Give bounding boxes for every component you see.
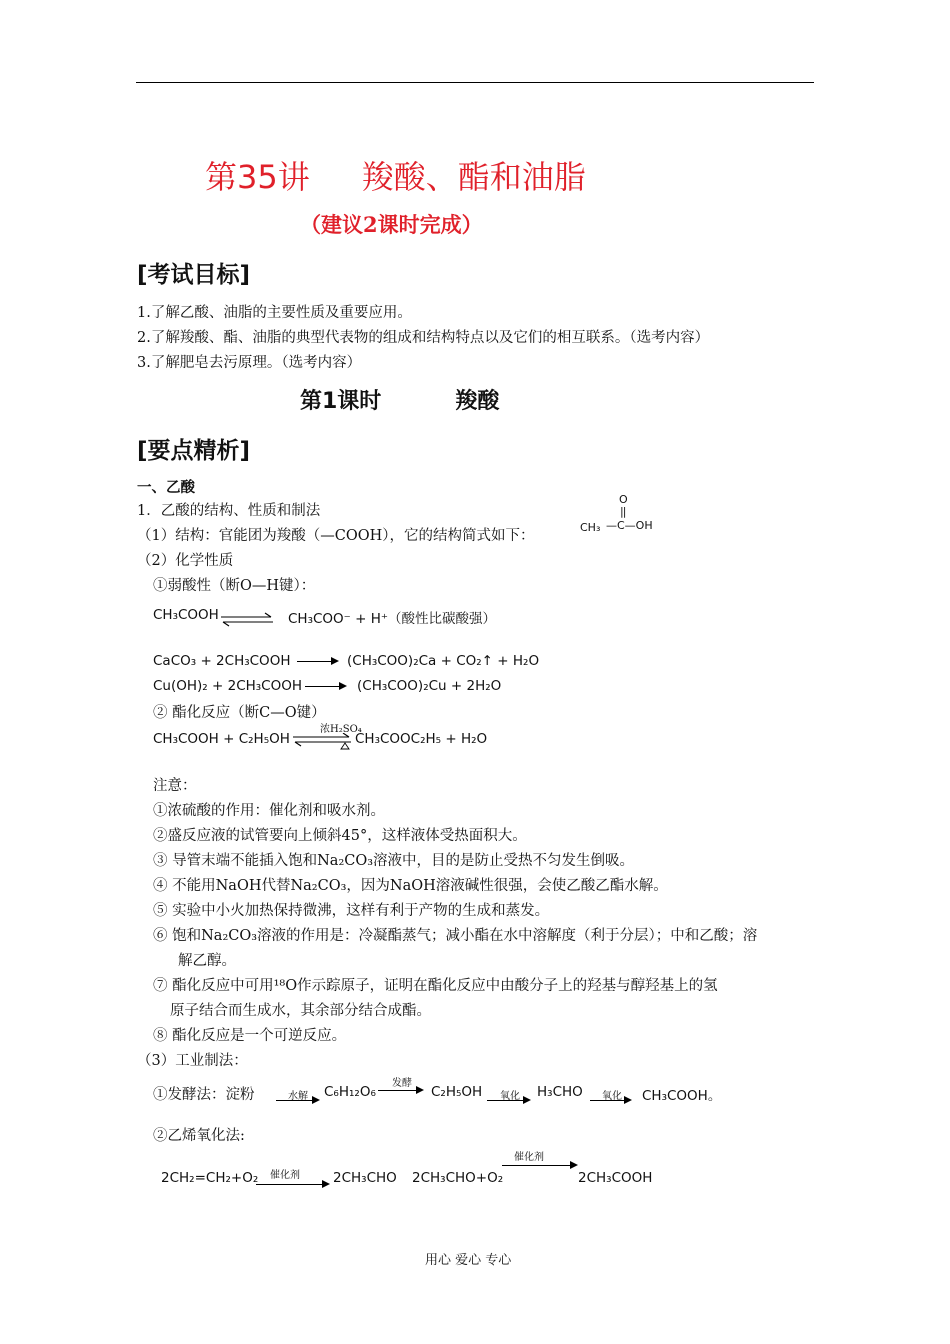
paragraph-heading: （3）工业制法： bbox=[137, 1053, 248, 1069]
equation-left: Cu(OH)₂ + 2CH₃COOH bbox=[153, 678, 303, 694]
reaction-condition: 催化剂 bbox=[270, 1170, 300, 1181]
route-label: ②乙烯氧化法: bbox=[153, 1128, 245, 1144]
note-title: 注意： bbox=[153, 778, 197, 794]
reaction-condition: 催化剂 bbox=[514, 1152, 544, 1163]
step-product: C₂H₅OH bbox=[431, 1084, 483, 1100]
arrow-icon bbox=[297, 661, 337, 662]
arrow-icon bbox=[305, 686, 345, 687]
step-product: CH₃COOH。 bbox=[642, 1088, 722, 1104]
step-product: C₆H₁₂O₆ bbox=[324, 1084, 376, 1100]
note-item: ⑦ 酯化反应中可用¹⁸O作示踪原子，证明在酯化反应中由酸分子上的羟基与醇羟基上的氢 bbox=[153, 978, 718, 994]
equation-right: (CH₃COO)₂Cu + 2H₂O bbox=[357, 678, 502, 694]
header-rule bbox=[136, 82, 814, 83]
lesson-number: 第1课时 bbox=[300, 389, 382, 414]
objective-item: 2.了解羧酸、酯、油脂的典型代表物的组成和结构特点以及它们的相互联系。（选考内容） bbox=[137, 330, 710, 346]
note-item: ①浓硫酸的作用：催化剂和吸水剂。 bbox=[153, 803, 385, 819]
equation-left: CH₃COOH bbox=[153, 607, 219, 623]
step-condition: 发酵 bbox=[392, 1078, 412, 1089]
reversible-heat-arrow-icon bbox=[293, 733, 353, 751]
lesson-topic: 羧酸 bbox=[455, 389, 500, 414]
equation-left: 2CH₂=CH₂+O₂ bbox=[161, 1170, 259, 1186]
equation-left: 2CH₃CHO+O₂ bbox=[412, 1170, 504, 1186]
step-condition: 水解 bbox=[288, 1091, 308, 1102]
note-item-continued: 原子结合而生成水，其余部分结合成酯。 bbox=[170, 1003, 431, 1019]
arrow-icon bbox=[502, 1165, 576, 1166]
page-footer: 用心 爱心 专心 bbox=[425, 1253, 512, 1268]
equation-right: CH₃COOC₂H₅ + H₂O bbox=[355, 731, 488, 747]
note-item: ③ 导管末端不能插入饱和Na₂CO₃溶液中，目的是防止受热不匀发生倒吸。 bbox=[153, 853, 635, 869]
step-condition: 氧化 bbox=[602, 1091, 622, 1102]
structure-line: （1）结构：官能团为羧酸（—COOH），它的结构简式如下： bbox=[137, 528, 535, 544]
lecture-title bbox=[205, 152, 586, 198]
equation-left: CH₃COOH + C₂H₅OH bbox=[153, 731, 290, 747]
equation-left: CaCO₃ + 2CH₃COOH bbox=[153, 653, 291, 669]
reaction-condition: 浓H₂SO₄ bbox=[320, 724, 362, 735]
lecture-number: 第35讲 bbox=[205, 158, 310, 196]
lecture-subtitle: （建议2课时完成） bbox=[300, 212, 483, 237]
objective-item: 1.了解乙酸、油脂的主要性质及重要应用。 bbox=[137, 305, 412, 321]
formula-double-bond: || bbox=[620, 505, 626, 518]
objectives-heading: [考试目标] bbox=[137, 262, 251, 288]
formula-oxygen: O bbox=[619, 493, 628, 506]
objective-item: 3.了解肥皂去污原理。（选考内容） bbox=[137, 355, 362, 371]
step-product: H₃CHO bbox=[537, 1084, 583, 1100]
paragraph-heading: 1．乙酸的结构、性质和制法 bbox=[137, 503, 321, 519]
arrow-icon bbox=[256, 1184, 328, 1185]
analysis-heading: [要点精析] bbox=[137, 438, 251, 464]
arrow-icon bbox=[276, 1100, 318, 1101]
equation-right: (CH₃COO)₂Ca + CO₂↑ + H₂O bbox=[347, 653, 540, 669]
route-label: ①发酵法：淀粉 bbox=[153, 1087, 255, 1103]
section-title: 一、乙酸 bbox=[137, 480, 195, 496]
arrow-icon bbox=[487, 1100, 529, 1101]
equation-right: 2CH₃CHO bbox=[333, 1170, 397, 1186]
note-item: ④ 不能用NaOH代替Na₂CO₃，因为NaOH溶液碱性很强，会使乙酸乙酯水解。 bbox=[153, 878, 668, 894]
formula-methyl: CH₃ bbox=[580, 521, 601, 534]
arrow-icon bbox=[378, 1090, 422, 1091]
reversible-arrow-icon bbox=[221, 612, 273, 628]
formula-carboxyl: —C—OH bbox=[606, 519, 653, 532]
property-label: ①弱酸性（断O—H键）： bbox=[153, 578, 316, 594]
step-condition: 氧化 bbox=[500, 1091, 520, 1102]
note-item: ⑥ 饱和Na₂CO₃溶液的作用是：冷凝酯蒸气；减小酯在水中溶解度（利于分层）；中和乙酸；溶 bbox=[153, 928, 758, 944]
note-item: ②盛反应液的试管要向上倾斜45°，这样液体受热面积大。 bbox=[153, 828, 527, 844]
equation-right: 2CH₃COOH bbox=[578, 1170, 653, 1186]
lesson-heading bbox=[300, 384, 499, 415]
lecture-topic: 羧酸、酯和油脂 bbox=[361, 158, 586, 196]
note-item: ⑧ 酯化反应是一个可逆反应。 bbox=[153, 1028, 347, 1044]
paragraph-heading: （2）化学性质 bbox=[137, 553, 234, 569]
note-item: ⑤ 实验中小火加热保持微沸，这样有利于产物的生成和蒸发。 bbox=[153, 903, 550, 919]
property-label: ② 酯化反应（断C—O键） bbox=[153, 705, 326, 721]
equation-right: CH₃COO⁻ + H⁺（酸性比碳酸强） bbox=[288, 611, 496, 627]
arrow-icon bbox=[590, 1100, 630, 1101]
note-item-continued: 解乙醇。 bbox=[178, 953, 236, 969]
